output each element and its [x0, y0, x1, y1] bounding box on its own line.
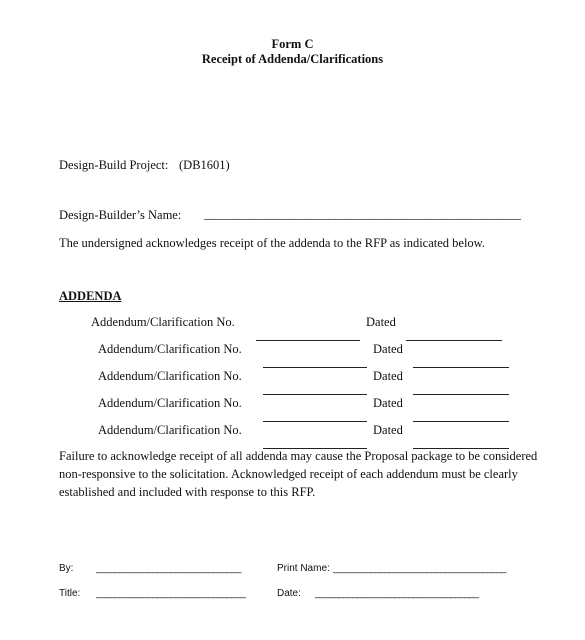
title-field[interactable]: ________________________________ [96, 588, 246, 599]
addendum-number-field[interactable] [263, 394, 367, 395]
addendum-row-dated: Dated [373, 369, 403, 383]
addendum-row-dated: Dated [366, 315, 396, 329]
addendum-row-label: Addendum/Clarification No. [98, 369, 242, 383]
date-field[interactable]: ___________________________________ [315, 588, 479, 599]
addendum-row-dated: Dated [373, 423, 403, 437]
form-title: Form C [271, 37, 314, 51]
addendum-date-field[interactable] [413, 421, 509, 422]
acknowledge-text: The undersigned acknowledges receipt of the addenda to the RFP as indicated below. [59, 236, 486, 250]
builder-name-field[interactable]: ________________________________________________________ [204, 207, 521, 221]
addendum-row-dated: Dated [373, 342, 403, 356]
addendum-date-field[interactable] [413, 394, 509, 395]
addendum-row-label: Addendum/Clarification No. [98, 342, 242, 356]
addendum-row-label: Addendum/Clarification No. [98, 423, 242, 437]
addendum-number-field[interactable] [263, 421, 367, 422]
addendum-number-field[interactable] [263, 367, 367, 368]
by-field[interactable]: _______________________________ [96, 563, 241, 574]
print-name-label: Print Name: [277, 563, 330, 574]
failure-text-line: non-responsive to the solicitation. Acknowledged receipt of each addendum must be clearly [59, 467, 518, 481]
builder-label: Design-Builder’s Name: [59, 208, 182, 222]
print-name-field[interactable]: _____________________________________ [333, 563, 506, 574]
project-label: Design-Build Project: [59, 158, 169, 172]
form-subtitle: Receipt of Addenda/Clarifications [201, 52, 384, 66]
addendum-number-field[interactable] [256, 340, 360, 341]
title-label: Title: [59, 588, 81, 599]
addenda-heading: ADDENDA [59, 289, 122, 303]
failure-text-line: established and included with response to this RFP. [59, 485, 316, 499]
addendum-date-field[interactable] [406, 340, 502, 341]
failure-text-line: Failure to acknowledge receipt of all addenda may cause the Proposal package to be considered [59, 449, 538, 463]
addendum-date-field[interactable] [413, 367, 509, 368]
project-value: (DB1601) [179, 158, 230, 172]
addendum-row-label: Addendum/Clarification No. [91, 315, 235, 329]
date-label: Date: [277, 588, 301, 599]
by-label: By: [59, 563, 74, 574]
addendum-row-dated: Dated [373, 396, 403, 410]
addendum-row-label: Addendum/Clarification No. [98, 396, 242, 410]
